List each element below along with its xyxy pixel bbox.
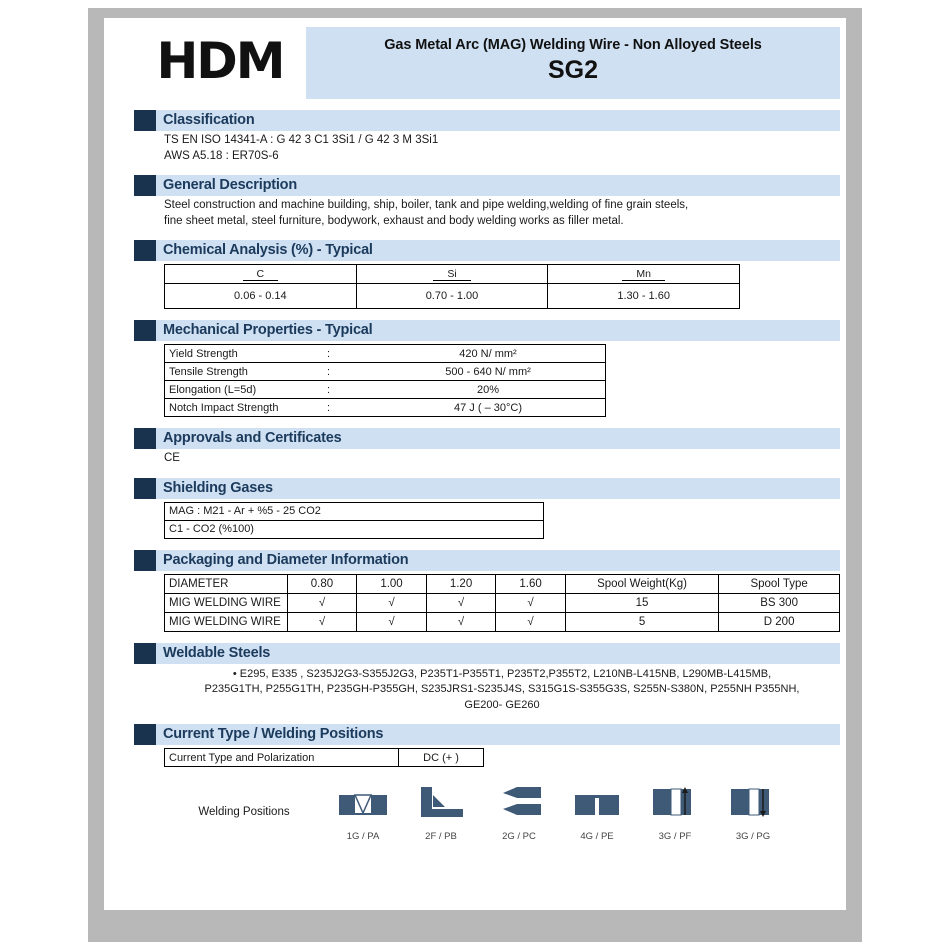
table-row <box>165 749 484 767</box>
current-type-table <box>164 748 484 767</box>
mech-sep-yield: : <box>323 345 371 363</box>
section-packaging <box>134 550 840 632</box>
table-row <box>165 284 740 309</box>
section-classification <box>134 110 840 164</box>
pack-r1-160: √ <box>496 593 566 612</box>
section-tab-marker <box>134 550 156 571</box>
mech-label-tensile: Tensile Strength <box>165 363 324 381</box>
pack-r2-type: D 200 <box>719 612 840 631</box>
classification-body <box>134 131 840 164</box>
welding-position-2f-pb <box>402 781 480 842</box>
pack-header-120: 1.20 <box>426 574 496 593</box>
section-chemical-analysis <box>134 240 840 309</box>
section-title-packaging: Packaging and Diameter Information <box>163 551 409 568</box>
position-caption: 1G / PA <box>346 831 380 842</box>
chem-header-si-label: Si <box>433 268 470 281</box>
product-subtitle: Gas Metal Arc (MAG) Welding Wire - Non Alloyed Steels <box>384 37 762 53</box>
table-row <box>165 612 840 631</box>
table-row <box>165 381 606 399</box>
table-row <box>165 593 840 612</box>
pack-r1-120: √ <box>426 593 496 612</box>
section-header <box>134 478 840 499</box>
pack-header-100: 1.00 <box>357 574 427 593</box>
classification-line-2: AWS A5.18 : ER70S-6 <box>164 149 279 162</box>
pack-r2-weight: 5 <box>565 612 718 631</box>
position-fillet-icon <box>415 781 467 823</box>
welding-positions-row <box>164 781 840 856</box>
gas-row-2: C1 - CO2 (%100) <box>165 520 544 538</box>
position-caption: 3G / PF <box>658 831 692 842</box>
section-title-chemical-analysis: Chemical Analysis (%) - Typical <box>163 242 373 258</box>
table-header-row <box>165 265 740 284</box>
document-header <box>134 27 840 99</box>
mech-label-notch: Notch Impact Strength <box>165 399 324 417</box>
pack-header-spool-weight: Spool Weight(Kg) <box>565 574 718 593</box>
packaging-table <box>164 574 840 632</box>
chem-header-c <box>165 265 357 284</box>
section-title-classification: Classification <box>163 112 255 128</box>
section-title-approvals: Approvals and Certificates <box>163 430 342 446</box>
section-mechanical-properties <box>134 320 840 417</box>
position-groove-flat-icon <box>337 781 389 823</box>
chemical-analysis-table <box>164 264 740 309</box>
pack-r2-100: √ <box>357 612 427 631</box>
position-overhead-icon <box>571 781 623 823</box>
mech-label-yield: Yield Strength <box>165 345 324 363</box>
table-header-row <box>165 574 840 593</box>
section-title-shielding-gases: Shielding Gases <box>163 479 273 496</box>
table-row <box>165 502 544 520</box>
position-caption: 2F / PB <box>425 831 457 842</box>
approvals-body <box>134 449 840 467</box>
position-horizontal-icon <box>493 781 545 823</box>
section-header <box>134 320 840 341</box>
mech-value-yield: 420 N/ mm² <box>371 345 606 363</box>
section-header <box>134 428 840 449</box>
current-type-label: Current Type and Polarization <box>165 749 399 767</box>
section-header <box>134 724 840 745</box>
welding-position-4g-pe <box>558 781 636 842</box>
section-shielding-gases <box>134 478 840 539</box>
section-tab-marker <box>134 724 156 745</box>
section-title-weldable-steels: Weldable Steels <box>163 644 271 661</box>
pack-r1-100: √ <box>357 593 427 612</box>
position-vertical-up-icon <box>649 781 701 823</box>
pack-r2-160: √ <box>496 612 566 631</box>
pack-header-spool-type: Spool Type <box>719 574 840 593</box>
general-description-line-1: Steel construction and machine building, ship, boiler, tank and pipe welding,welding of fine grain steels, <box>164 199 689 211</box>
chem-header-mn-label: Mn <box>622 268 665 281</box>
section-header <box>134 110 840 131</box>
section-general-description <box>134 175 840 229</box>
section-tab-marker <box>134 320 156 341</box>
section-tab-marker <box>134 643 156 664</box>
pack-r2-120: √ <box>426 612 496 631</box>
pack-header-160: 1.60 <box>496 574 566 593</box>
section-tab-marker <box>134 478 156 499</box>
section-tab-marker <box>134 110 156 131</box>
product-title: SG2 <box>547 56 599 84</box>
section-title-general-description: General Description <box>163 177 297 193</box>
pack-r1-weight: 15 <box>565 593 718 612</box>
mech-label-elongation: Elongation (L=5d) <box>165 381 324 399</box>
section-tab-marker <box>134 175 156 196</box>
datasheet-content <box>134 27 840 856</box>
section-current-type <box>134 724 840 856</box>
welding-position-3g-pf <box>636 781 714 842</box>
position-caption: 3G / PG <box>735 831 771 842</box>
section-title-mechanical-properties: Mechanical Properties - Typical <box>163 322 373 338</box>
chem-header-c-label: C <box>243 268 279 281</box>
pack-r1-type: BS 300 <box>719 593 840 612</box>
section-header <box>134 643 840 664</box>
mech-value-tensile: 500 - 640 N/ mm² <box>371 363 606 381</box>
mechanical-properties-table <box>164 344 606 417</box>
header-titles <box>306 27 840 99</box>
current-type-value: DC (+ ) <box>399 749 484 767</box>
table-row <box>165 520 544 538</box>
table-row <box>165 363 606 381</box>
section-header <box>134 240 840 261</box>
brand-logo <box>134 27 306 99</box>
general-description-body <box>134 196 840 229</box>
section-approvals <box>134 428 840 467</box>
approvals-line-1: CE <box>164 452 180 464</box>
table-row <box>165 345 606 363</box>
welding-position-1g-pa <box>324 781 402 842</box>
position-caption: 4G / PE <box>580 831 614 842</box>
position-caption: 2G / PC <box>502 831 536 842</box>
position-vertical-down-icon <box>727 781 779 823</box>
weldable-steels-line-2: P235G1TH, P255G1TH, P235GH-P355GH, S235JRS1-S235J4S, S315G1S-S355G3S, S255N-S380N, P255NH P355NH, <box>204 683 800 695</box>
section-tab-marker <box>134 428 156 449</box>
classification-line-1: TS EN ISO 14341-A : G 42 3 C1 3Si1 / G 42 3 M 3Si1 <box>164 134 439 146</box>
section-weldable-steels <box>134 643 840 714</box>
weldable-steels-line-1: • E295, E335 , S235J2G3-S355J2G3, P235T1-P355T1, P235T2,P355T2, L210NB-L415NB, L290MB-L415MB, <box>232 667 772 680</box>
mech-value-notch: 47 J ( – 30°C) <box>371 399 606 417</box>
gas-row-1: MAG : M21 - Ar + %5 - 25 CO2 <box>165 502 544 520</box>
chem-header-si <box>356 265 548 284</box>
welding-positions-label: Welding Positions <box>198 806 290 818</box>
pack-header-080: 0.80 <box>287 574 357 593</box>
mech-sep-elongation: : <box>323 381 371 399</box>
logo-text: HDM <box>156 32 284 90</box>
welding-position-3g-pg <box>714 781 792 842</box>
weldable-steels-line-3: GE200- GE260 <box>464 698 540 711</box>
mech-sep-tensile: : <box>323 363 371 381</box>
pack-header-diameter: DIAMETER <box>165 574 288 593</box>
shielding-gases-table <box>164 502 544 539</box>
pack-r2-label: MIG WELDING WIRE <box>165 612 288 631</box>
pack-r1-080: √ <box>287 593 357 612</box>
pack-r1-label: MIG WELDING WIRE <box>165 593 288 612</box>
section-header <box>134 550 840 571</box>
chem-value-mn: 1.30 - 1.60 <box>548 284 740 309</box>
mech-sep-notch: : <box>323 399 371 417</box>
table-row <box>165 399 606 417</box>
section-title-current-type: Current Type / Welding Positions <box>163 726 384 742</box>
welding-position-2g-pc <box>480 781 558 842</box>
section-tab-marker <box>134 240 156 261</box>
pack-r2-080: √ <box>287 612 357 631</box>
section-header <box>134 175 840 196</box>
mech-value-elongation: 20% <box>371 381 606 399</box>
chem-value-c: 0.06 - 0.14 <box>165 284 357 309</box>
general-description-line-2: fine sheet metal, steel furniture, bodywork, exhaust and body welding works as filler metal. <box>164 214 624 227</box>
chem-value-si: 0.70 - 1.00 <box>356 284 548 309</box>
weldable-steels-body <box>134 664 840 714</box>
chem-header-mn <box>548 265 740 284</box>
